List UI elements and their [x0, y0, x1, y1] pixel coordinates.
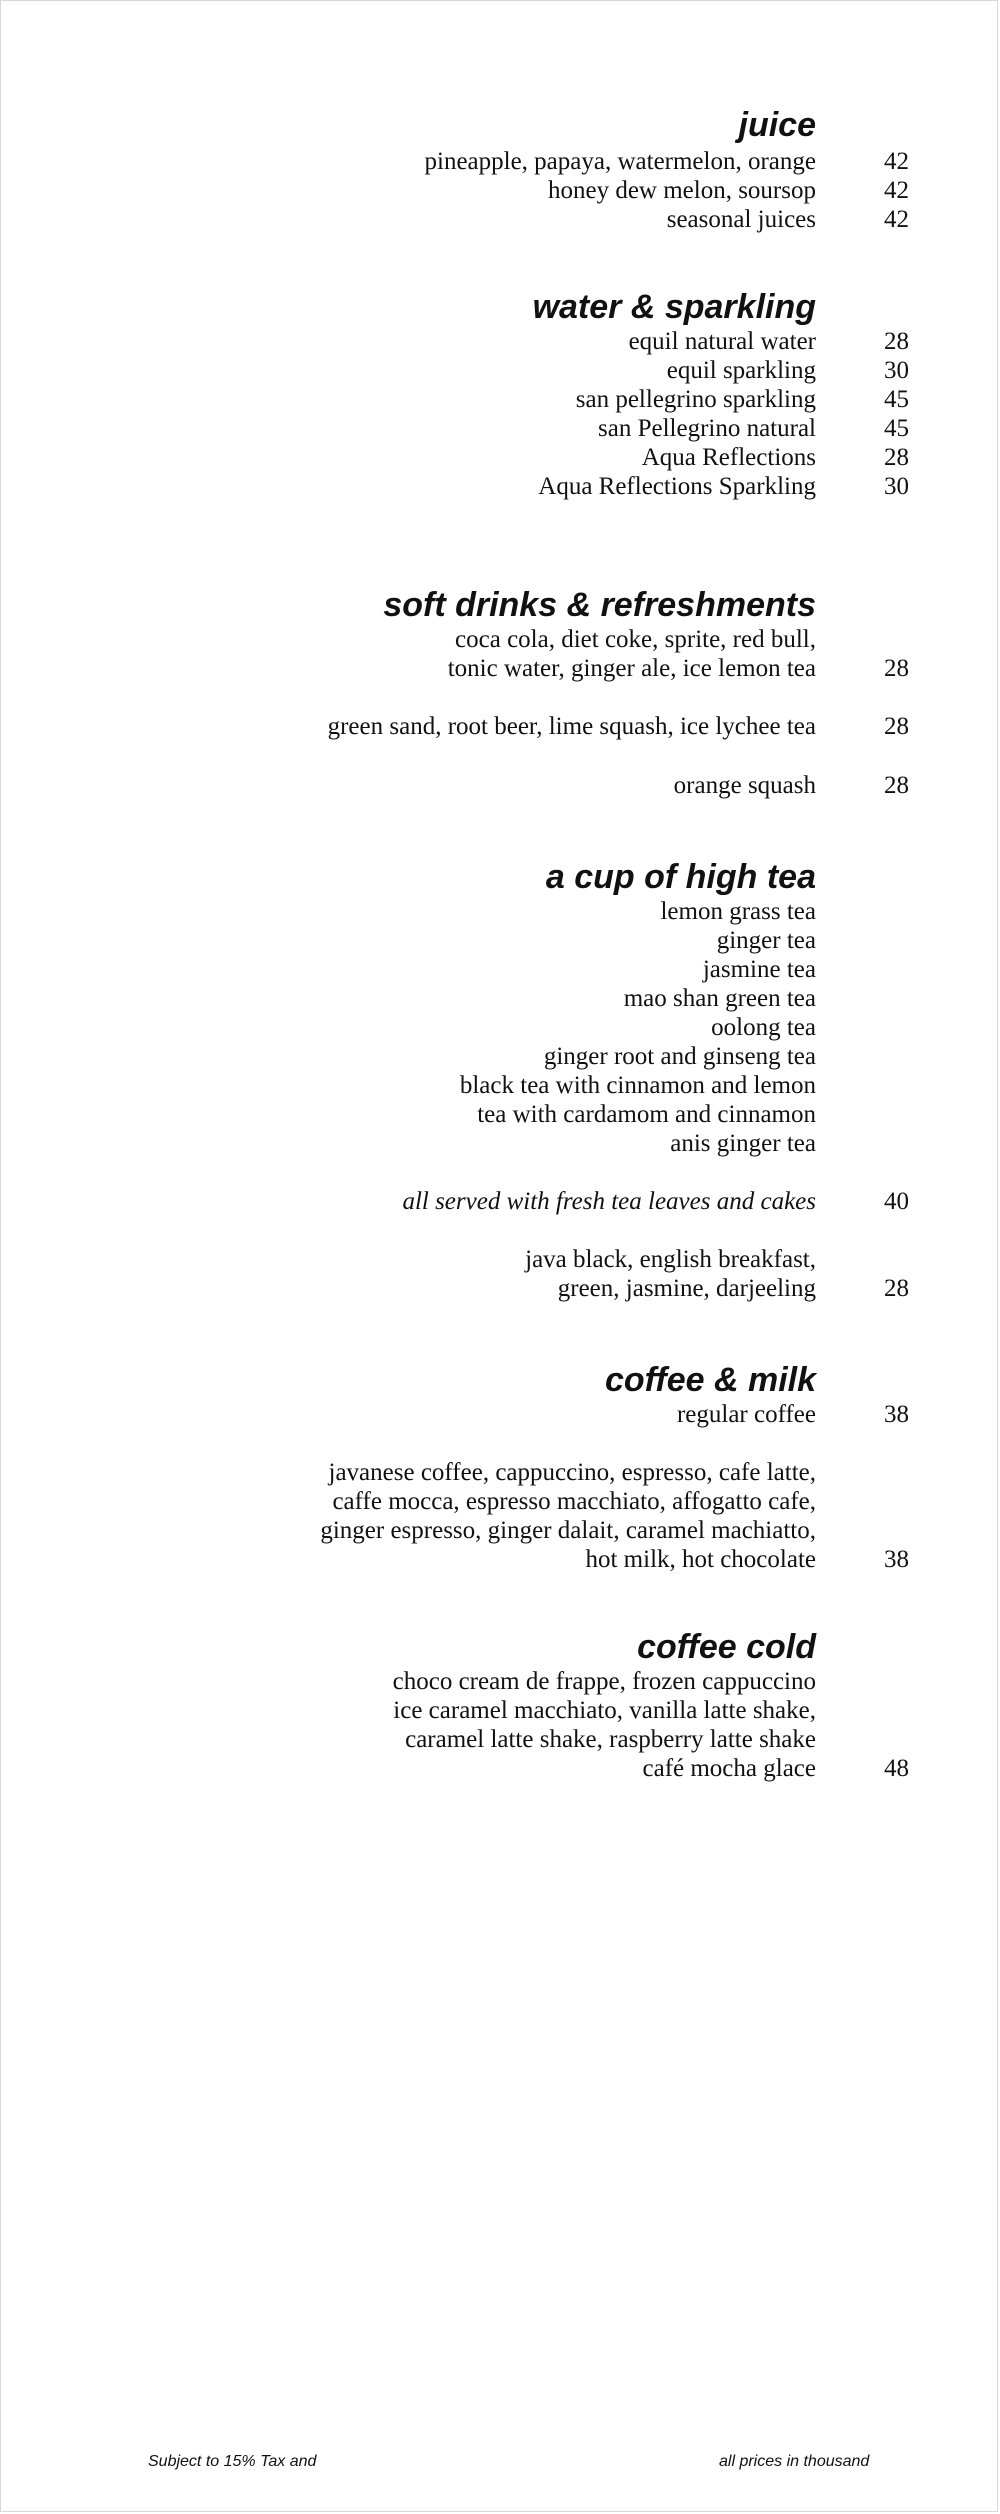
item-price: 28 — [884, 655, 909, 682]
item-name: ginger tea — [716, 927, 816, 954]
section-heading: coffee cold — [637, 1628, 816, 1666]
item-name: equil natural water — [628, 328, 816, 355]
item-price: 28 — [884, 713, 909, 740]
menu-item — [0, 147, 1000, 177]
item-price: 48 — [884, 1755, 909, 1782]
menu-item — [0, 1400, 1000, 1430]
item-name: oolong tea — [711, 1014, 816, 1041]
menu-item — [0, 414, 1000, 444]
item-name: mao shan green tea — [623, 985, 816, 1012]
item-name: hot milk, hot chocolate — [585, 1546, 816, 1573]
item-name: anis ginger tea — [670, 1130, 816, 1157]
menu-item — [0, 1487, 1000, 1517]
item-name: pineapple, papaya, watermelon, orange — [424, 148, 816, 175]
item-name: javanese coffee, cappuccino, espresso, cafe latte, — [328, 1459, 816, 1486]
item-name: café mocha glace — [642, 1755, 816, 1782]
footer-price-note: all prices in thousand — [719, 2453, 870, 2470]
item-name: honey dew melon, soursop — [547, 177, 816, 204]
menu-item — [0, 1187, 1000, 1217]
item-price: 28 — [884, 444, 909, 471]
item-price: 40 — [884, 1188, 909, 1215]
menu-item — [0, 327, 1000, 357]
menu-item — [0, 771, 1000, 801]
item-name: caffe mocca, espresso macchiato, affogatto cafe, — [332, 1488, 816, 1515]
item-name: san pellegrino sparkling — [575, 386, 816, 413]
item-name: orange squash — [673, 772, 816, 799]
menu-item — [0, 897, 1000, 927]
section-heading: coffee & milk — [604, 1361, 816, 1399]
item-price: 42 — [884, 177, 909, 204]
menu-item — [0, 472, 1000, 502]
item-name: san Pellegrino natural — [598, 415, 816, 442]
item-price: 28 — [884, 772, 909, 799]
menu-item — [0, 955, 1000, 985]
menu-item — [0, 1696, 1000, 1726]
menu-item — [0, 654, 1000, 684]
menu-item — [0, 984, 1000, 1014]
menu-item — [0, 1545, 1000, 1575]
menu-item — [0, 1245, 1000, 1275]
item-price: 38 — [884, 1401, 909, 1428]
item-name: regular coffee — [676, 1401, 816, 1428]
item-name: jasmine tea — [702, 956, 816, 983]
item-price: 28 — [884, 1275, 909, 1302]
menu-item — [0, 1667, 1000, 1697]
item-price: 30 — [884, 473, 909, 500]
item-name: ice caramel macchiato, vanilla latte shake, — [393, 1697, 816, 1724]
item-name: ginger espresso, ginger dalait, caramel machiatto, — [320, 1517, 816, 1544]
item-name: seasonal juices — [666, 206, 816, 233]
item-name: tonic water, ginger ale, ice lemon tea — [447, 655, 816, 682]
item-price: 42 — [884, 148, 909, 175]
menu-item — [0, 176, 1000, 206]
section-heading: water & sparkling — [532, 288, 816, 326]
menu-item — [0, 1100, 1000, 1130]
menu-item — [0, 1274, 1000, 1304]
menu-item — [0, 1458, 1000, 1488]
item-name: Aqua Reflections — [641, 444, 816, 471]
section-heading: soft drinks & refreshments — [383, 586, 816, 624]
menu-item — [0, 356, 1000, 386]
menu-item — [0, 625, 1000, 655]
menu-item — [0, 1516, 1000, 1546]
menu-item — [0, 385, 1000, 415]
menu-item — [0, 205, 1000, 235]
menu-item — [0, 1042, 1000, 1072]
menu-item — [0, 1071, 1000, 1101]
section-heading: a cup of high tea — [545, 858, 816, 896]
item-price: 38 — [884, 1546, 909, 1573]
menu-item — [0, 443, 1000, 473]
menu-item — [0, 1129, 1000, 1159]
item-price: 42 — [884, 206, 909, 233]
item-note: all served with fresh tea leaves and cakes — [402, 1188, 816, 1215]
item-name: tea with cardamom and cinnamon — [477, 1101, 816, 1128]
item-name: equil sparkling — [666, 357, 816, 384]
item-name: caramel latte shake, raspberry latte shake — [405, 1726, 816, 1753]
item-name: Aqua Reflections Sparkling — [538, 473, 816, 500]
menu-item — [0, 1725, 1000, 1755]
item-name: choco cream de frappe, frozen cappuccino — [392, 1668, 816, 1695]
item-price: 45 — [884, 386, 909, 413]
menu-item — [0, 1013, 1000, 1043]
item-price: 30 — [884, 357, 909, 384]
item-name: lemon grass tea — [660, 898, 816, 925]
item-name: black tea with cinnamon and lemon — [459, 1072, 816, 1099]
menu-item — [0, 712, 1000, 742]
item-name: java black, english breakfast, — [525, 1246, 816, 1273]
item-price: 45 — [884, 415, 909, 442]
menu-item — [0, 926, 1000, 956]
item-name: ginger root and ginseng tea — [543, 1043, 816, 1070]
item-price: 28 — [884, 328, 909, 355]
footer-tax-note: Subject to 15% Tax and — [148, 2453, 317, 2470]
item-name: green sand, root beer, lime squash, ice lychee tea — [327, 713, 816, 740]
item-name: green, jasmine, darjeeling — [557, 1275, 816, 1302]
section-heading: juice — [738, 106, 816, 144]
menu-item — [0, 1754, 1000, 1784]
item-name: coca cola, diet coke, sprite, red bull, — [455, 626, 816, 653]
